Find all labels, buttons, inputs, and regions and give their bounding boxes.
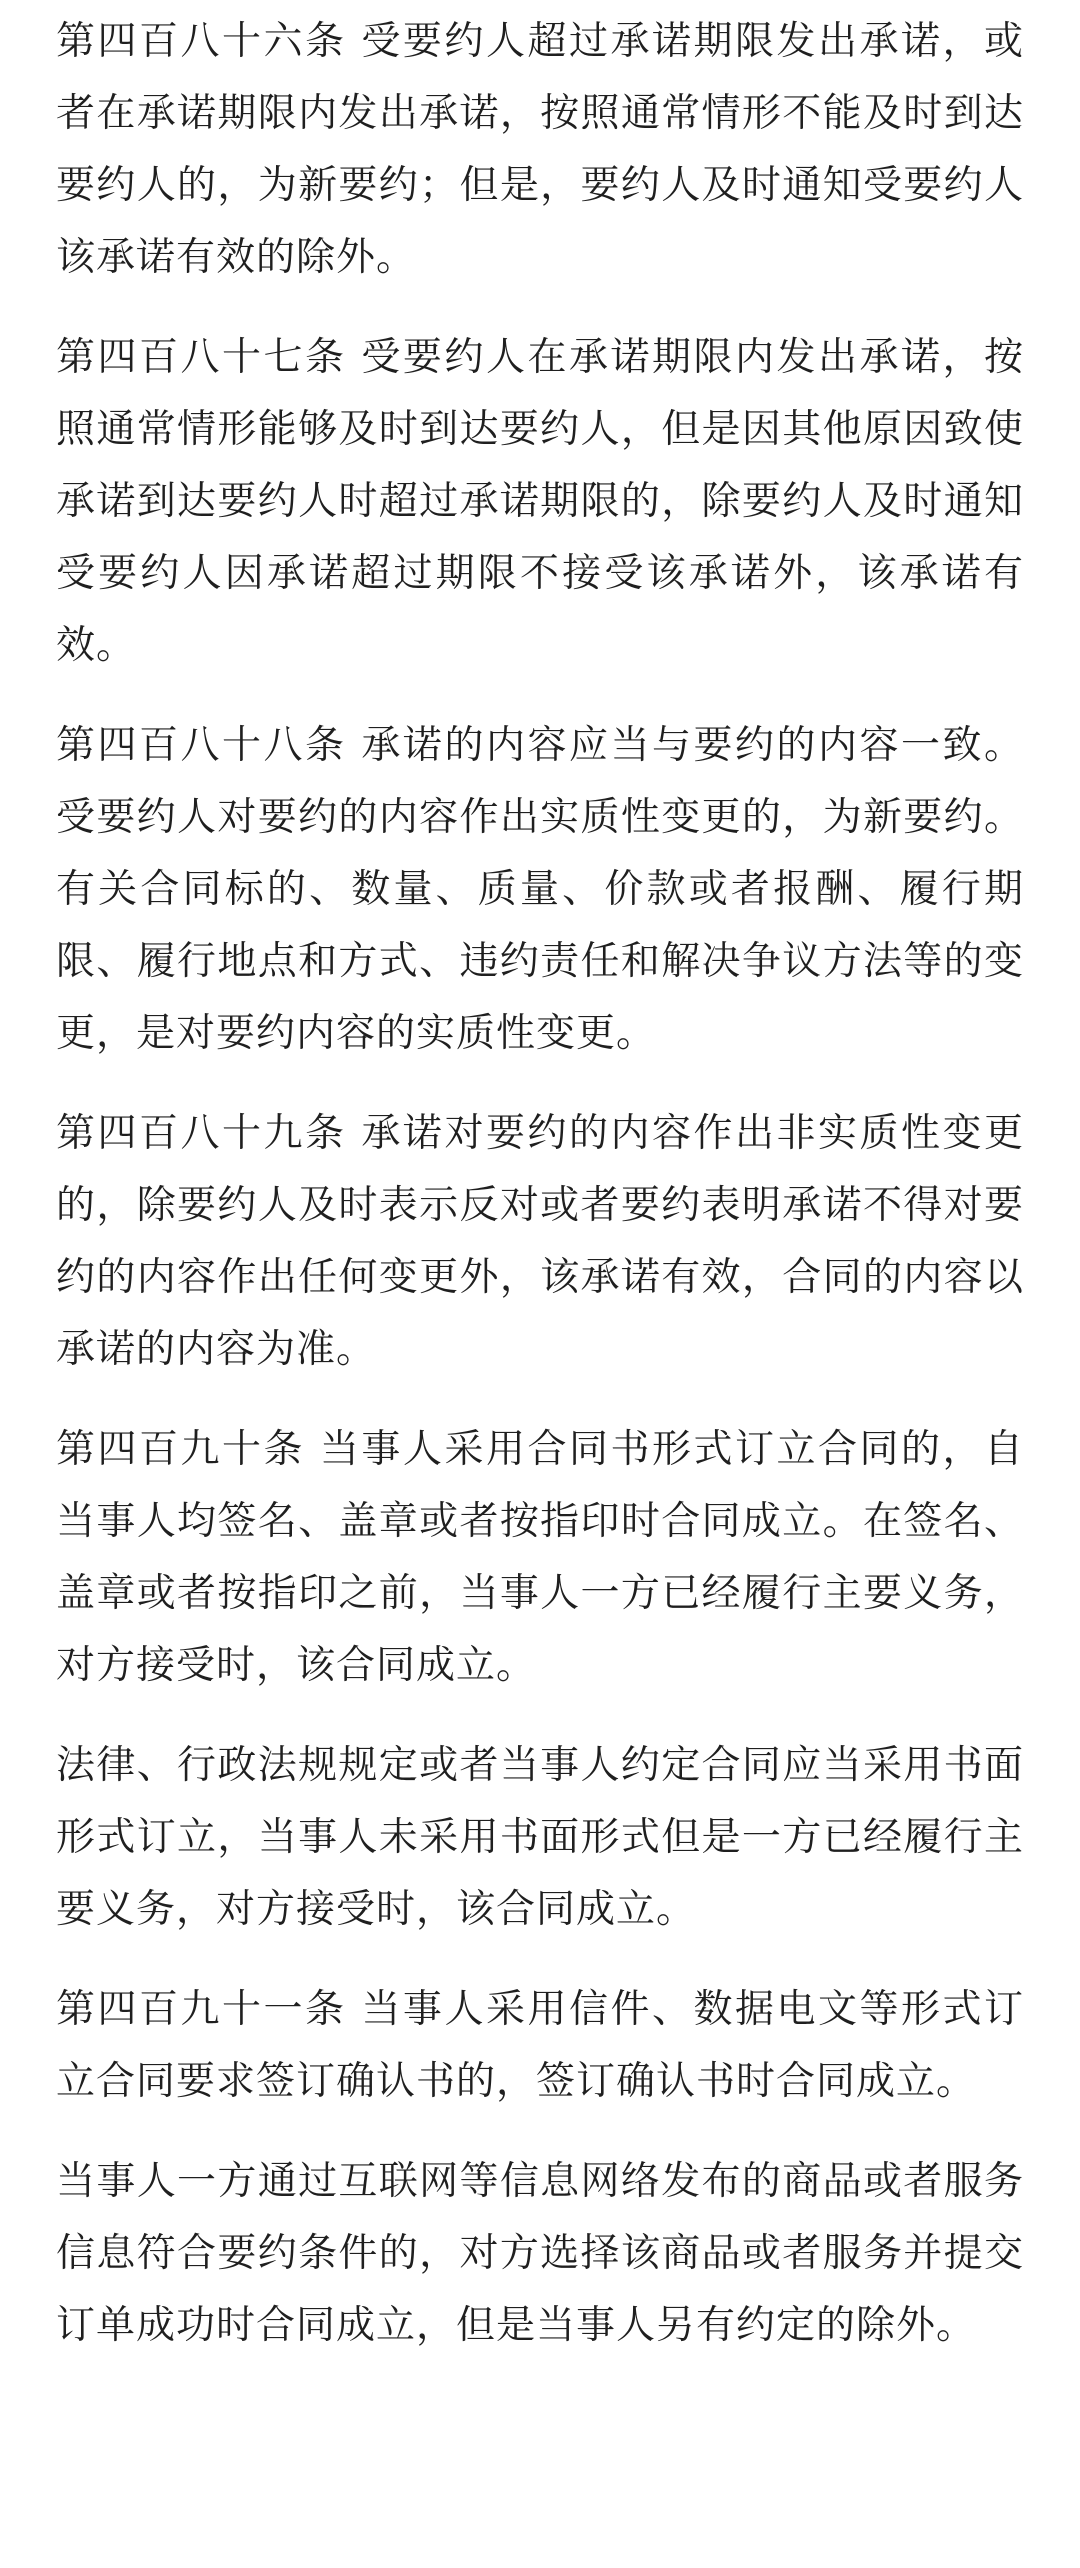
article-487-paragraph: 第四百八十七条 受要约人在承诺期限内发出承诺，按照通常情形能够及时到达要约人，但是因其他原因致使承诺到达要约人时超过承诺期限的，除要约人及时通知受要约人因承诺超过期限不接受该承诺外，该承诺有效。 xyxy=(56,335,1024,668)
article-488-paragraph: 第四百八十八条 承诺的内容应当与要约的内容一致。受要约人对要约的内容作出实质性变更的，为新要约。有关合同标的、数量、质量、价款或者报酬、履行期限、履行地点和方式、违约责任和解决争议方法等的变更，是对要约内容的实质性变更。 xyxy=(56,723,1024,1056)
article-489-paragraph: 第四百八十九条 承诺对要约的内容作出非实质性变更的，除要约人及时表示反对或者要约表明承诺不得对要约的内容作出任何变更外，该承诺有效，合同的内容以承诺的内容为准。 xyxy=(56,1111,1024,1372)
article-491-second-paragraph: 当事人一方通过互联网等信息网络发布的商品或者服务信息符合要约条件的，对方选择该商品或者服务并提交订单成功时合同成立，但是当事人另有约定的除外。 xyxy=(56,2159,1024,2348)
article-490-second-paragraph: 法律、行政法规规定或者当事人约定合同应当采用书面形式订立，当事人未采用书面形式但是一方已经履行主要义务，对方接受时，该合同成立。 xyxy=(56,1743,1024,1932)
article-491-paragraph: 第四百九十一条 当事人采用信件、数据电文等形式订立合同要求签订确认书的，签订确认书时合同成立。 xyxy=(56,1987,1024,2104)
article-486-paragraph: 第四百八十六条 受要约人超过承诺期限发出承诺，或者在承诺期限内发出承诺，按照通常情形不能及时到达要约人的，为新要约；但是，要约人及时通知受要约人该承诺有效的除外。 xyxy=(56,19,1024,280)
article-490-paragraph: 第四百九十条 当事人采用合同书形式订立合同的，自当事人均签名、盖章或者按指印时合同成立。在签名、盖章或者按指印之前，当事人一方已经履行主要义务，对方接受时，该合同成立。 xyxy=(56,1427,1024,1688)
